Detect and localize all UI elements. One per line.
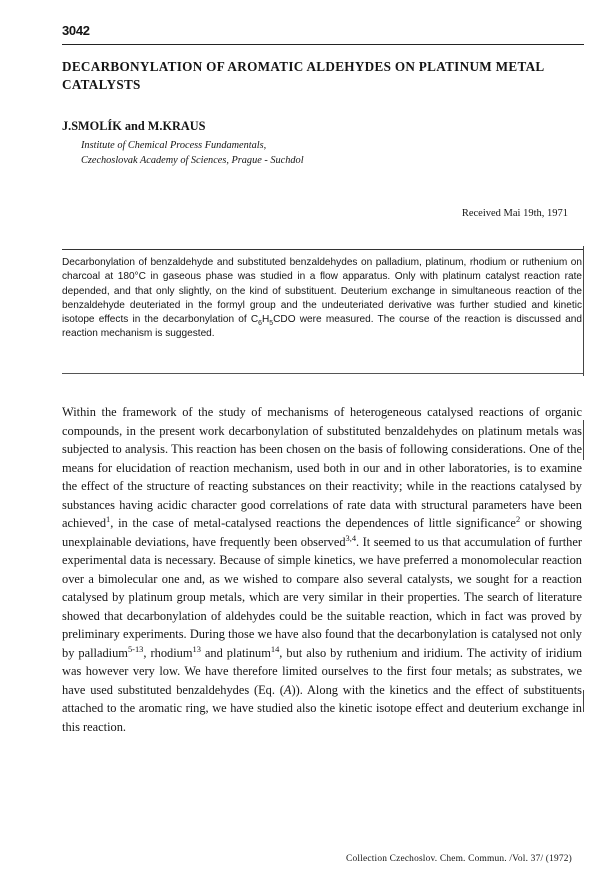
abstract-text-3: CDO were measured. The course of the reaction is discussed and reaction mechanism is suggested.	[62, 314, 583, 340]
body-text-segment: )). Along with the kinetics and the effect of substituents attached to the aromatic ring, we have studied also the kinetic isotope effect and deuterium exchange in this reaction.	[62, 682, 583, 734]
journal-footer: Collection Czechoslov. Chem. Commun. /Vol. 37/ (1972)	[346, 854, 572, 864]
citation-superscript: 3,4	[345, 532, 357, 543]
abstract-subscript-2: 5	[269, 320, 274, 328]
body-paragraph	[62, 403, 582, 736]
body-text-segment: Within the framework of the study of mechanisms of heterogeneous catalysed reactions of organic compounds, in the present work decarbonylation of substituted benzaldehydes on platinum metals was subjected to analysis. This reaction has been chosen on the basis of following considerations. One of the means for elucidation of reaction mechanism, used both in our and in other laboratories, is to examine the effect of the structure of reacting substances on their reactivity; while in the reactions catalysed by substances having acidic character good correlations of rate data with structural parameters have been achieved	[62, 405, 582, 530]
body-text-segment: , rhodium	[143, 645, 193, 660]
citation-superscript: 13	[192, 643, 201, 654]
article-authors: J.SMOLÍK and M.KRAUS	[62, 119, 206, 133]
abstract-text-1: Decarbonylation of benzaldehyde and substituted benzaldehydes on palladium, platinum, rhodium or ruthenium on charcoal at 180°C in gaseous phase was studied in a flow apparatus. Only with platinum catalyst reaction rate depended, and that only slightly, on the kind of substituent. Deuterium exchange in simultaneous reaction of the benzaldehyde deuteriated in the formyl group and the undeuteriated derivative was further studied and kinetic isotope effects in the decarbonylation of C	[62, 257, 582, 326]
abstract-text-2: H	[262, 314, 270, 326]
citation-superscript: 2	[515, 513, 521, 524]
header-rule	[62, 44, 584, 45]
margin-rule-body-1	[583, 420, 584, 460]
page-number: 3042	[62, 23, 90, 38]
affiliation-line-2: Czechoslovak Academy of Sciences, Prague - Suchdol	[81, 155, 304, 166]
citation-superscript: 14	[270, 643, 280, 654]
body-text-segment: , in the case of metal-catalysed reactions the dependences of little significance	[110, 516, 516, 530]
citation-superscript: 5-13	[127, 643, 144, 654]
article-title: DECARBONYLATION OF AROMATIC ALDEHYDES ON PLATINUM METAL CATALYSTS	[62, 59, 544, 92]
citation-superscript: 1	[106, 513, 111, 524]
margin-rule-body-2	[583, 690, 584, 712]
equation-label: A	[283, 682, 292, 697]
body-text-segment: . It seemed to us that accumulation of further experimental data is necessary. Because of simple kinetics, we have preferred a monomolecular reaction over a bimolecular one and, as we wished to compare also several catalysts, we sought for a reaction catalysed by platinum group metals, which are very similar in their properties. The search of literature showed that decarbonylation of aldehydes could be the suitable reaction, which in fact was proved by preliminary experiments. During those we have also found that the decarbonylation is catalysed not only by palladium	[62, 534, 582, 660]
received-date: Received Mai 19th, 1971	[461, 208, 568, 219]
abstract	[62, 256, 582, 342]
body-text-segment: or showing unexplainable deviations, have frequently been observed	[62, 516, 582, 549]
abstract-subscript-1: 6	[258, 320, 262, 328]
affiliation-line-1: Institute of Chemical Process Fundamentals,	[81, 140, 267, 151]
body-text-segment: , but also by ruthenium and iridium. The activity of iridium was however very low. We have therefore limited ourselves to the first four metals; as substrates, we have used substituted benzaldehydes (Eq. (	[62, 645, 582, 697]
affiliation	[81, 138, 304, 168]
body-text-segment: and platinum	[200, 645, 271, 660]
abstract-top-rule	[62, 249, 584, 250]
abstract-bottom-rule	[62, 373, 584, 374]
margin-rule-abstract	[583, 246, 584, 376]
